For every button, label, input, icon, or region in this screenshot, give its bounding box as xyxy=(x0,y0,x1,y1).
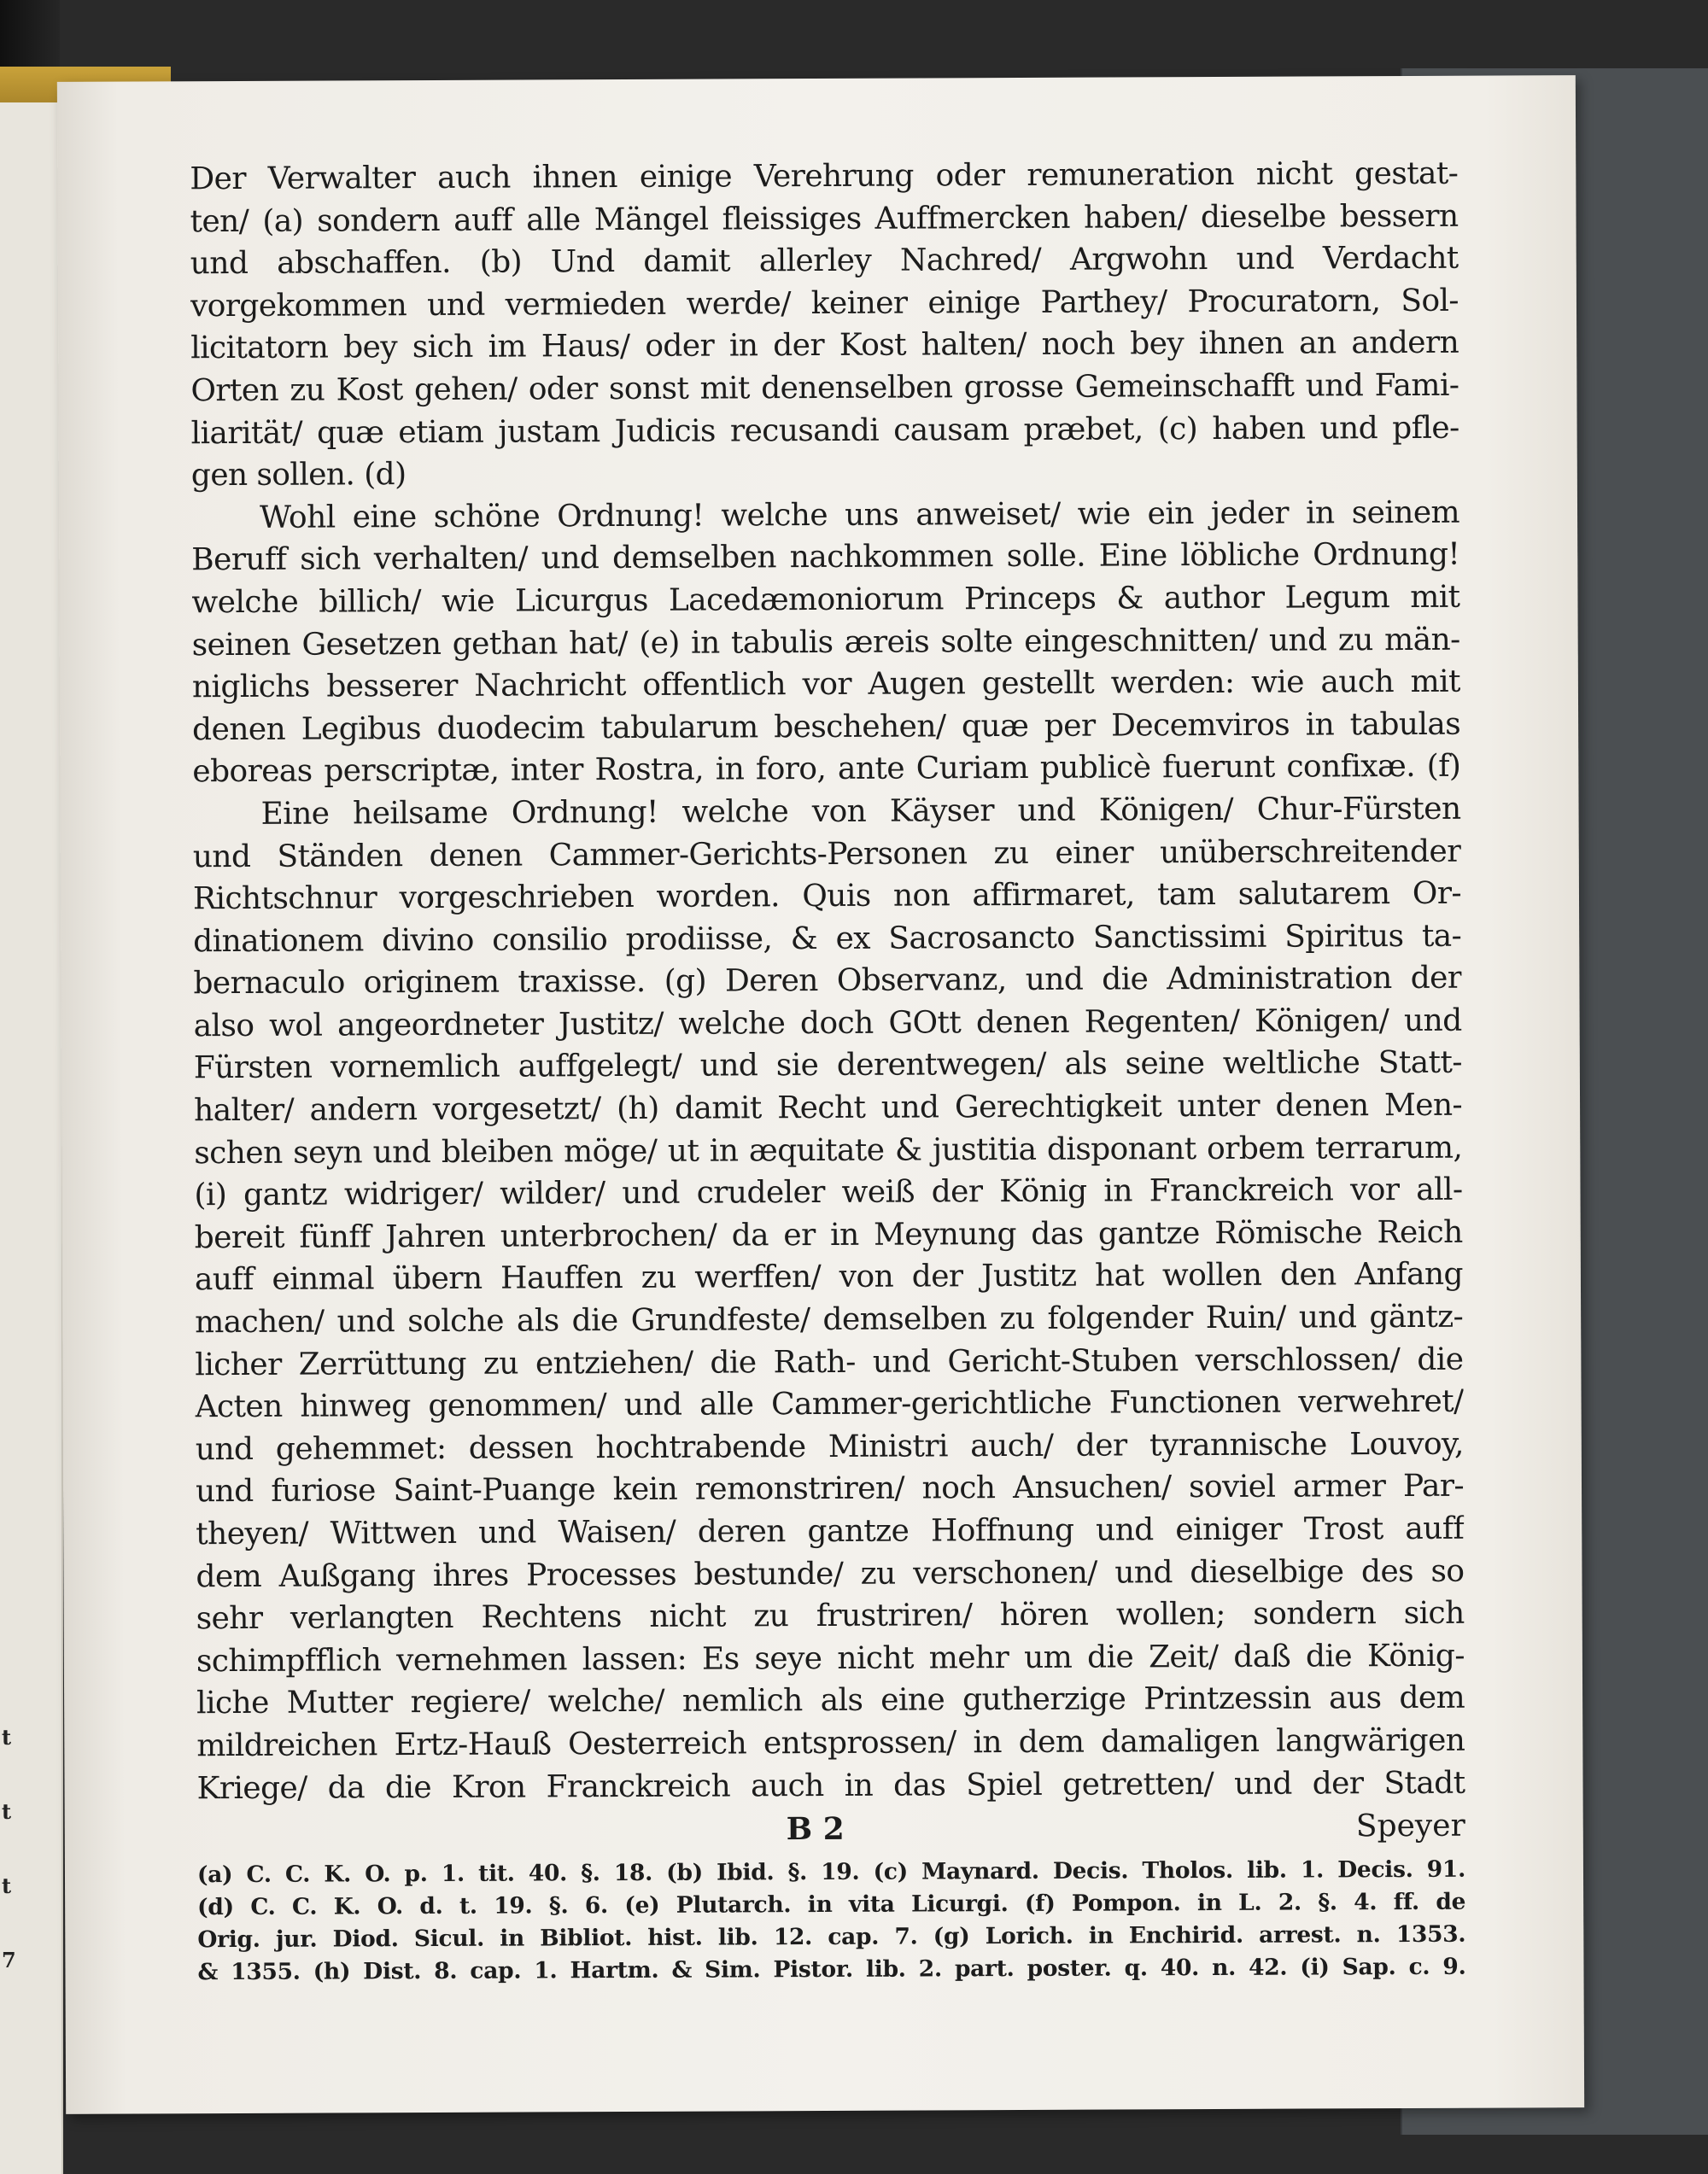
text-line: mildreichen Ertz-Hauß Oesterreich entsprossen/ in dem damaligen langwärigen xyxy=(196,1722,1465,1764)
text-line: gen sollen. (d) xyxy=(190,457,407,494)
text-line: seinen Gesetzen gethan hat/ (e) in tabulis æreis solte eingeschnitten/ und zu män- xyxy=(191,622,1460,663)
text-line: liarität/ quæ etiam justam Judicis recusandi causam præbet, (c) haben und pfle- xyxy=(190,410,1459,451)
book-page xyxy=(57,75,1584,2114)
text-line: Der Verwalter auch ihnen einige Verehrung oder remuneration nicht gestat- xyxy=(190,155,1459,197)
page-footer-row xyxy=(197,1804,1465,1854)
text-line: machen/ und solche als die Grundfeste/ demselben zu folgender Ruin/ und gäntz- xyxy=(195,1299,1464,1341)
footnote-line: (a) C. C. K. O. p. 1. tit. 40. §. 18. (b) Ibid. §. 19. (c) Maynard. Decis. Tholos. lib. 1. Decis. 91. xyxy=(196,1855,1466,1889)
text-line: theyen/ Wittwen und Waisen/ deren gantze Hoffnung und einiger Trost auff xyxy=(196,1511,1465,1552)
text-line: Wohl eine schöne Ordnung! welche uns anweiset/ wie ein jeder in seinem xyxy=(259,494,1460,535)
signature-mark: B 2 xyxy=(786,1811,845,1848)
text-line: Eine heilsame Ordnung! welche von Käyser und Königen/ Chur-Fürsten xyxy=(260,791,1461,832)
text-line: halter/ andern vorgesetzt/ (h) damit Recht und Gerechtigkeit unter denen Men- xyxy=(193,1087,1463,1129)
text-line: und Ständen denen Cammer-Gerichts-Personen zu einer unüberschreitender xyxy=(192,833,1461,874)
footnotes xyxy=(197,1854,1466,1989)
margin-mark: 7 xyxy=(2,1948,16,1972)
footnote-line: (d) C. C. K. O. d. t. 19. §. 6. (e) Plutarch. in vita Licurgi. (f) Pompon. in L. 2. §. 4. ff. de xyxy=(197,1888,1466,1921)
text-line: auff einmal übern Hauffen zu werffen/ von der Justitz hat wollen den Anfang xyxy=(194,1257,1464,1298)
text-line: denen Legibus duodecim tabularum beschehen/ quæ per Decemviros in tabulas xyxy=(192,706,1461,747)
body-text xyxy=(190,153,1465,1810)
text-line: dinationem divino consilio prodiisse, & ex Sacrosancto Sanctissimi Spiritus ta- xyxy=(193,918,1462,959)
text-line: liche Mutter regiere/ welche/ nemlich als eine gutherzige Printzessin aus dem xyxy=(196,1680,1465,1721)
margin-mark: t xyxy=(2,1873,12,1898)
text-line: Acten hinweg genommen/ und alle Cammer-gerichtliche Functionen verwehret/ xyxy=(195,1383,1464,1425)
text-line: vorgekommen und vermieden werde/ keiner einige Parthey/ Procuratorn, Sol- xyxy=(190,283,1459,324)
footnote-line: Orig. jur. Diod. Sicul. in Bibliot. hist. lib. 12. cap. 7. (g) Lorich. in Enchirid. arrest. n. 1353. xyxy=(197,1920,1466,1954)
text-line: also wol angeordneter Justitz/ welche doch GOtt denen Regenten/ Königen/ und xyxy=(193,1002,1462,1044)
footnote-line: & 1355. (h) Dist. 8. cap. 1. Hartm. & Sim. Pistor. lib. 2. part. poster. q. 40. n. 42. (i) Sap. c. 9. xyxy=(197,1953,1466,1986)
previous-page-edge xyxy=(0,102,63,2174)
catchword: Speyer xyxy=(1355,1808,1465,1844)
text-line: licher Zerrüttung zu entziehen/ die Rath- und Gericht-Stuben verschlossen/ die xyxy=(195,1341,1464,1382)
text-line: sehr verlangten Rechtens nicht zu frustriren/ hören wollen; sondern sich xyxy=(196,1595,1465,1637)
text-line: und furiose Saint-Puange kein remonstriren/ noch Ansuchen/ soviel armer Par- xyxy=(195,1469,1465,1510)
text-line: Kriege/ da die Kron Franckreich auch in das Spiel getretten/ und der Stadt xyxy=(196,1765,1465,1806)
text-line: niglichs besserer Nachricht offentlich vor Augen gestellt werden: wie auch mit xyxy=(191,663,1460,705)
text-line: Richtschnur vorgeschrieben worden. Quis non affirmaret, tam salutarem Or- xyxy=(192,875,1462,917)
text-line: Fürsten vornemlich auffgelegt/ und sie derentwegen/ als seine weltliche Statt- xyxy=(193,1045,1462,1086)
text-line: schen seyn und bleiben möge/ ut in æquitate & justitia disponant orbem terrarum, xyxy=(194,1130,1463,1171)
text-line: eboreas perscriptæ, inter Rostra, in foro, ante Curiam publicè fuerunt confixæ. (f) xyxy=(192,749,1461,790)
text-line: licitatorn bey sich im Haus/ oder in der Kost halten/ noch bey ihnen an andern xyxy=(190,325,1459,366)
text-line: welche billich/ wie Licurgus Lacedæmoniorum Princeps & author Legum mit xyxy=(191,579,1460,621)
text-line: schimpfflich vernehmen lassen: Es seye nicht mehr um die Zeit/ daß die König- xyxy=(196,1638,1465,1679)
previous-page-margin-marks xyxy=(2,1725,36,2022)
text-line: und gehemmet: dessen hochtrabende Ministri auch/ der tyrannische Louvoy, xyxy=(195,1426,1464,1468)
text-line: ten/ (a) sondern auff alle Mängel fleissiges Auffmercken haben/ dieselbe bessern xyxy=(190,198,1459,239)
text-line: bernaculo originem traxisse. (g) Deren Observanz, und die Administration der xyxy=(193,961,1462,1002)
margin-mark: t xyxy=(2,1725,12,1750)
text-line: bereit fünff Jahren unterbrochen/ da er in Meynung das gantze Römische Reich xyxy=(194,1214,1463,1256)
text-line: dem Außgang ihres Processes bestunde/ zu verschonen/ und dieselbige des so xyxy=(196,1553,1465,1594)
text-line: Orten zu Kost gehen/ oder sonst mit denenselben grosse Gemeinschafft und Fami- xyxy=(190,367,1459,409)
text-line: Beruff sich verhalten/ und demselben nachkommen solle. Eine löbliche Ordnung! xyxy=(191,537,1460,578)
page-text-block xyxy=(190,153,1465,1990)
margin-mark: t xyxy=(2,1799,12,1824)
text-line: und abschaffen. (b) Und damit allerley Nachred/ Argwohn und Verdacht xyxy=(190,240,1459,282)
text-line: (i) gantz widriger/ wilder/ und crudeler weiß der König in Franckreich vor all- xyxy=(194,1172,1463,1213)
